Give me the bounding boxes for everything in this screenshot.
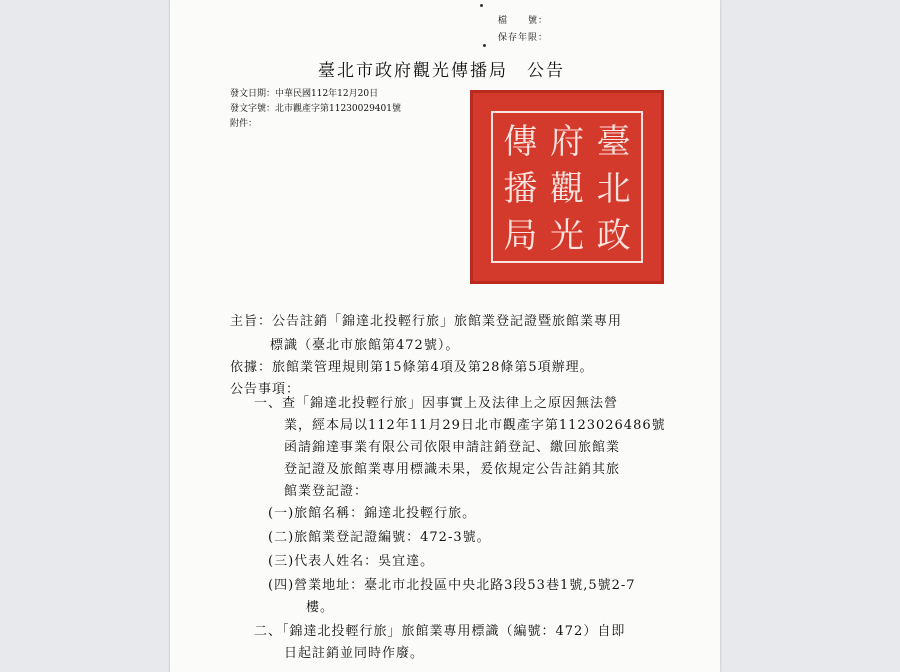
- attachment-label: 附件：: [230, 119, 258, 129]
- item1-line-3: 函請錦達事業有限公司依限申請註銷登記、繳回旅館業: [284, 440, 621, 455]
- issue-date: 發文日期：中華民國112年12月20日: [230, 89, 379, 99]
- official-seal: 傳 府 臺 播 觀 北 局 光 政: [470, 90, 664, 284]
- file-number-label: 檔 號：: [498, 16, 549, 26]
- item2-line-1: 二、「錦達北投輕行旅」旅館業專用標識（編號：472）自即: [254, 624, 626, 639]
- item1-sub-4: (四)營業地址：臺北市北投區中央北路3段53巷1號,5號2-7: [268, 578, 636, 593]
- item1-sub-1: (一)旅館名稱：錦達北投輕行旅。: [268, 506, 477, 521]
- item1-line-4: 登記證及旅館業專用標識未果，爰依規定公告註銷其旅: [284, 462, 621, 477]
- basis-line: 依據：旅館業管理規則第15條第4項及第28條第5項辦理。: [230, 360, 594, 375]
- item2-line-2: 日起註銷並同時作廢。: [284, 646, 425, 661]
- document-title: 臺北市政府觀光傳播局 公告: [318, 61, 565, 81]
- item1-line-2: 業，經本局以112年11月29日北市觀產字第1123026486號: [284, 418, 666, 433]
- subject-line-1: 主旨：公告註銷「錦達北投輕行旅」旅館業登記證暨旅館業專用: [230, 314, 623, 329]
- announcement-heading: 公告事項：: [230, 382, 301, 397]
- issue-document-number: 發文字號：北市觀產字第11230029401號: [230, 104, 401, 114]
- item1-line-5: 館業登記證：: [284, 484, 369, 499]
- scan-speck: [480, 4, 483, 7]
- subject-line-2: 標識（臺北市旅館第472號）。: [270, 338, 460, 353]
- retention-period-label: 保存年限：: [498, 33, 549, 43]
- scan-speck: [483, 44, 486, 47]
- item1-sub-2: (二)旅館業登記證編號：472-3號。: [268, 530, 491, 545]
- item1-line-1: 一、查「錦達北投輕行旅」因事實上及法律上之原因無法營: [254, 396, 619, 411]
- item1-sub-4-cont: 樓。: [306, 600, 335, 615]
- item1-sub-3: (三)代表人姓名：吳宜達。: [268, 554, 435, 569]
- document-page: [170, 0, 720, 672]
